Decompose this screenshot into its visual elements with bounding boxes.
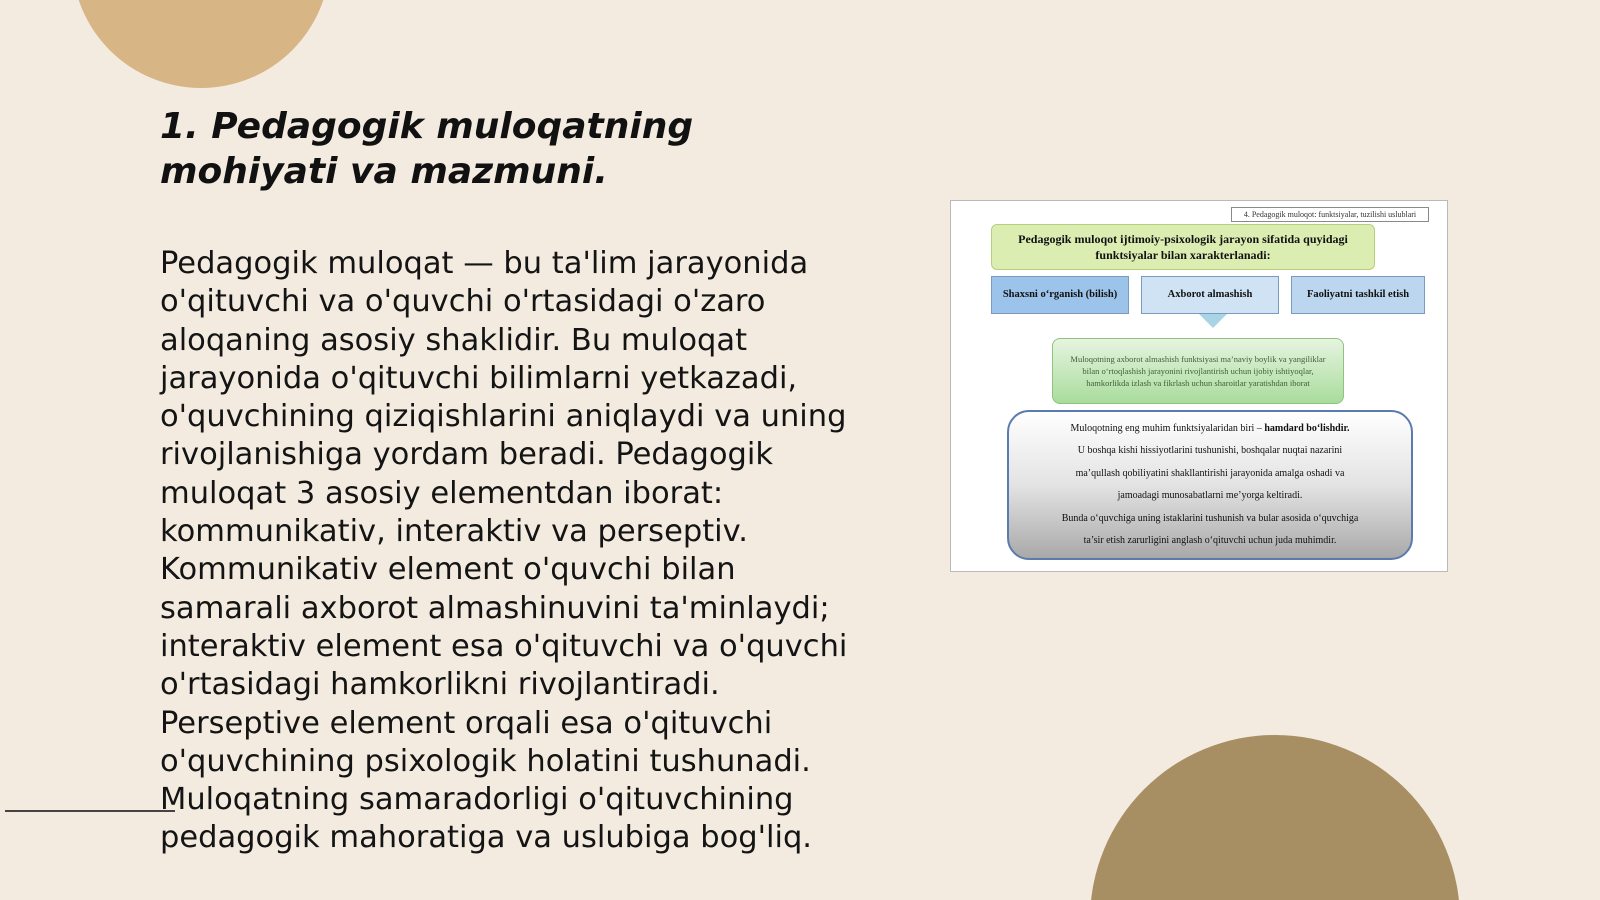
empathy-line: Bunda o‘quvchiga uning istaklarini tushunish va bular asosida o‘quvchiga: [1061, 512, 1359, 524]
empathy-line: jamoadagi munosabatlarni me’yorga keltiradi.: [1117, 490, 1303, 501]
empathy-intro: Muloqotning eng muhim funktsiyalaridan biri –: [1070, 422, 1262, 434]
down-arrow-icon: [1199, 314, 1227, 328]
function-box-knowing: Shaxsni o‘rganish (bilish): [991, 276, 1129, 314]
slide-title: 1. Pedagogik muloqatning mohiyati va mazmuni.: [160, 106, 694, 192]
divider-line: [5, 810, 175, 812]
empathy-box: [1007, 410, 1413, 560]
empathy-line: ma’qullash qobiliyatini shakllantirishi jarayonida amalga oshadi va: [1075, 467, 1345, 479]
decorative-circle-bottom: [1090, 735, 1460, 900]
function-box-organizing: Faoliyatni tashkil etish: [1291, 276, 1425, 314]
decorative-circle-top: [72, 0, 330, 88]
diagram-caption: 4. Pedagogik muloqot: funktsiyalar, tuzilishi uslublari: [1231, 207, 1429, 222]
empathy-heading: [1021, 418, 1399, 441]
diagram-image: [950, 200, 1448, 572]
empathy-term: hamdard bo‘lishdir.: [1264, 422, 1350, 434]
empathy-line: ta’sir etish zarurligini anglash o‘qituvchi uchun juda muhimdir.: [1083, 535, 1337, 546]
function-box-information: Axborot almashish: [1141, 276, 1279, 314]
empathy-line: U boshqa kishi hissiyotlarini tushunishi, boshqalar nuqtai nazarini: [1077, 445, 1343, 456]
slide-body-text: Pedagogik muloqat — bu ta'lim jarayonida o'qituvchi va o'quvchi o'rtasidagi o'zaro aloqaning asosiy shaklidir. Bu muloqat jarayonida o'qituvchi bilimlarni yetkazadi, o'quvchining qiziqishlarini aniqlaydi va uning rivojlanishiga yordam beradi. Pedagogik muloqat 3 asosiy elementdan iborat: kommunikativ, interaktiv va perseptiv. Kommunikativ element o'quvchi bilan samarali axborot almashinuvini ta'minlaydi; interaktiv element esa o'qituvchi va o'quvchi o'rtasidagi hamkorlikni rivojlantiradi. Perseptive element orqali esa o'qituvchi o'quvchining psixologik holatini tushunadi. Muloqatning samaradorligi o'qituvchining pedagogik mahoratiga va uslubiga bog'liq.: [160, 246, 848, 856]
diagram-header-box: Pedagogik muloqot ijtimoiy-psixologik jarayon sifatida quyidagi funktsiyalar bilan xarakterlanadi:: [991, 224, 1375, 270]
info-exchange-note: Muloqotning axborot almashish funktsiyasi ma’naviy boylik va yangiliklar bilan o‘rtoqlashish jarayonini rivojlantirish uchun ijobiy ishtiyoqlar, hamkorlikda izlash va fikrlash uchun sharoitlar yaratishdan iborat: [1052, 338, 1344, 404]
